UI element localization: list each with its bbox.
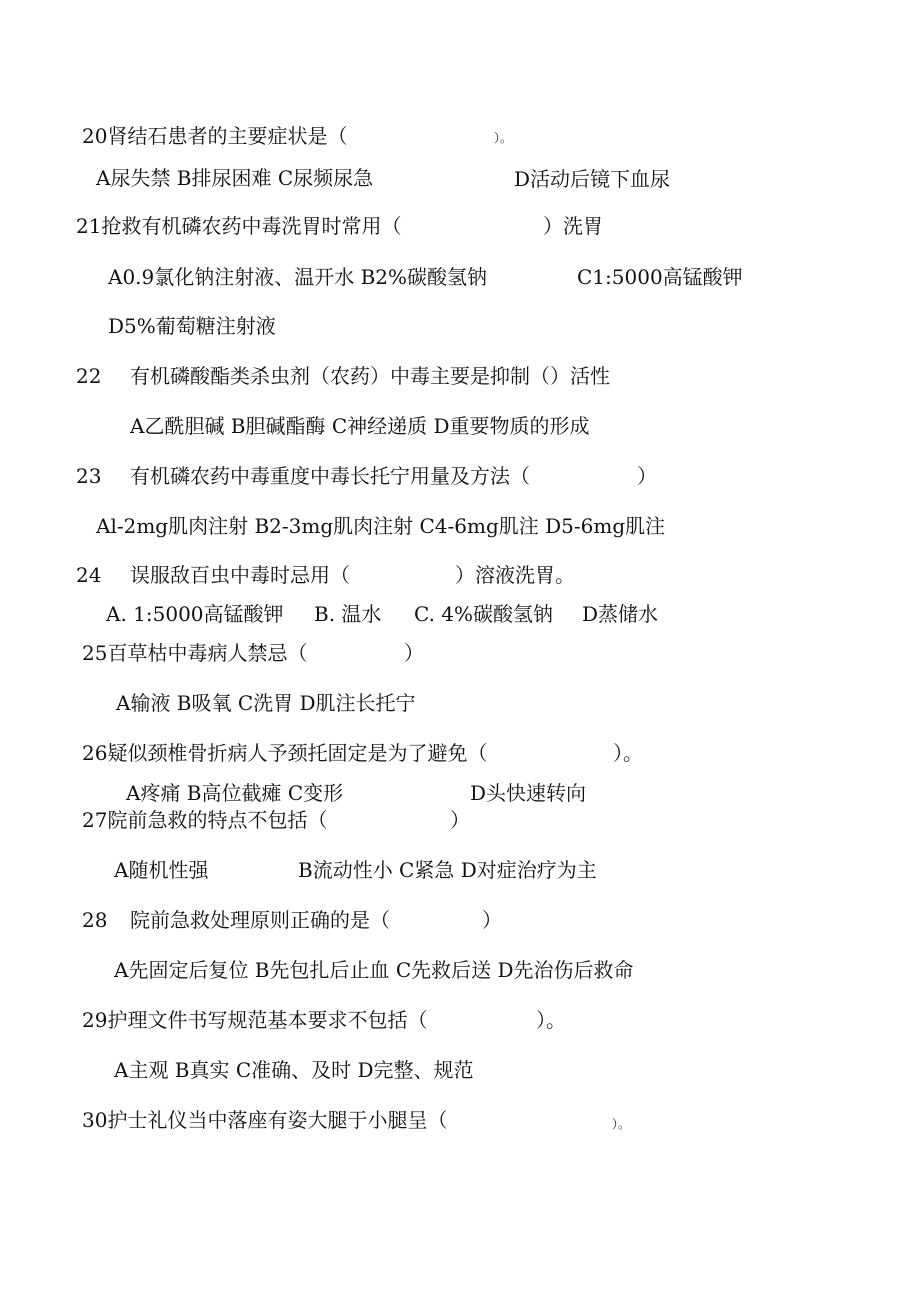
q29-stem: 29护理文件书写规范基本要求不包括（	[82, 1008, 428, 1032]
q24-option-d: D蒸储水	[582, 602, 659, 626]
q26-stem: 26疑似颈椎骨折病人予颈托固定是为了避免（	[82, 741, 488, 765]
q28-stem: 院前急救处理原则正确的是（	[130, 908, 390, 932]
q25-stem: 25百草枯中毒病人禁忌（	[82, 641, 308, 665]
q28-close: ）	[482, 908, 502, 932]
q28-options: A先固定后复位 B先包扎后止血 C先救后送 D先治伤后救命	[114, 958, 634, 982]
q27-stem: 27院前急救的特点不包括（	[82, 808, 328, 832]
q30-stem: 30护士礼仪当中落座有姿大腿于小腿呈（	[82, 1108, 448, 1132]
q21-option-c: C1:5000高锰酸钾	[577, 265, 743, 289]
q20-stem: 20肾结石患者的主要症状是（	[82, 124, 348, 148]
q22-number: 22	[76, 364, 102, 388]
q27-close: ）	[450, 808, 470, 832]
q21-stem: 21抢救有机磷农药中毒洗胃时常用（	[76, 214, 402, 238]
q23-options: Al-2mg肌肉注射 B2-3mg肌肉注射 C4-6mg肌注 D5-6mg肌注	[96, 514, 666, 538]
q23-close: ）	[637, 464, 657, 488]
q20-option-d: D活动后镜下血尿	[514, 167, 671, 191]
q24-number: 24	[76, 563, 102, 587]
q24-option-c: C. 4%碳酸氢钠	[414, 602, 554, 626]
q23-stem: 有机磷农药中毒重度中毒长托宁用量及方法（	[130, 464, 530, 488]
q24-stem: 误服敌百虫中毒时忌用（	[130, 563, 350, 587]
q27-option-a: A随机性强	[114, 858, 209, 882]
q23-number: 23	[76, 464, 102, 488]
q20-options-abc: A尿失禁 B排尿困难 C尿频尿急	[96, 166, 374, 190]
q21-close: ）洗胃	[543, 214, 603, 238]
q21-option-d: D5%葡萄糖注射液	[108, 314, 276, 338]
q28-number: 28	[82, 908, 108, 932]
q29-options: A主观 B真实 C准确、及时 D完整、规范	[114, 1058, 474, 1082]
q24-close: ）溶液洗胃。	[455, 563, 575, 587]
q26-close: ）。	[613, 741, 643, 765]
q25-close: ）	[404, 641, 424, 665]
q22-stem: 有机磷酸酯类杀虫剂（农药）中毒主要是抑制（）活性	[130, 364, 610, 388]
q30-close: ）。	[612, 1117, 631, 1131]
q29-close: ）。	[536, 1008, 566, 1032]
q26-option-d: D头快速转向	[470, 781, 587, 805]
q27-options-bcd: B流动性小 C紧急 D对症治疗为主	[298, 858, 597, 882]
q21-options-ab: A0.9氯化钠注射液、温开水 B2%碳酸氢钠	[108, 265, 488, 289]
q24-option-a: A. 1:5000高锰酸钾	[106, 602, 284, 626]
q22-options: A乙酰胆碱 B胆碱酯酶 C神经递质 D重要物质的形成	[130, 414, 590, 438]
q24-option-b: B. 温水	[314, 602, 382, 626]
q26-options-abc: A疼痛 B高位截瘫 C变形	[126, 781, 344, 805]
q25-options: A输液 B吸氧 C洗胃 D肌注长托宁	[116, 691, 416, 715]
q20-close: ）。	[494, 131, 513, 145]
